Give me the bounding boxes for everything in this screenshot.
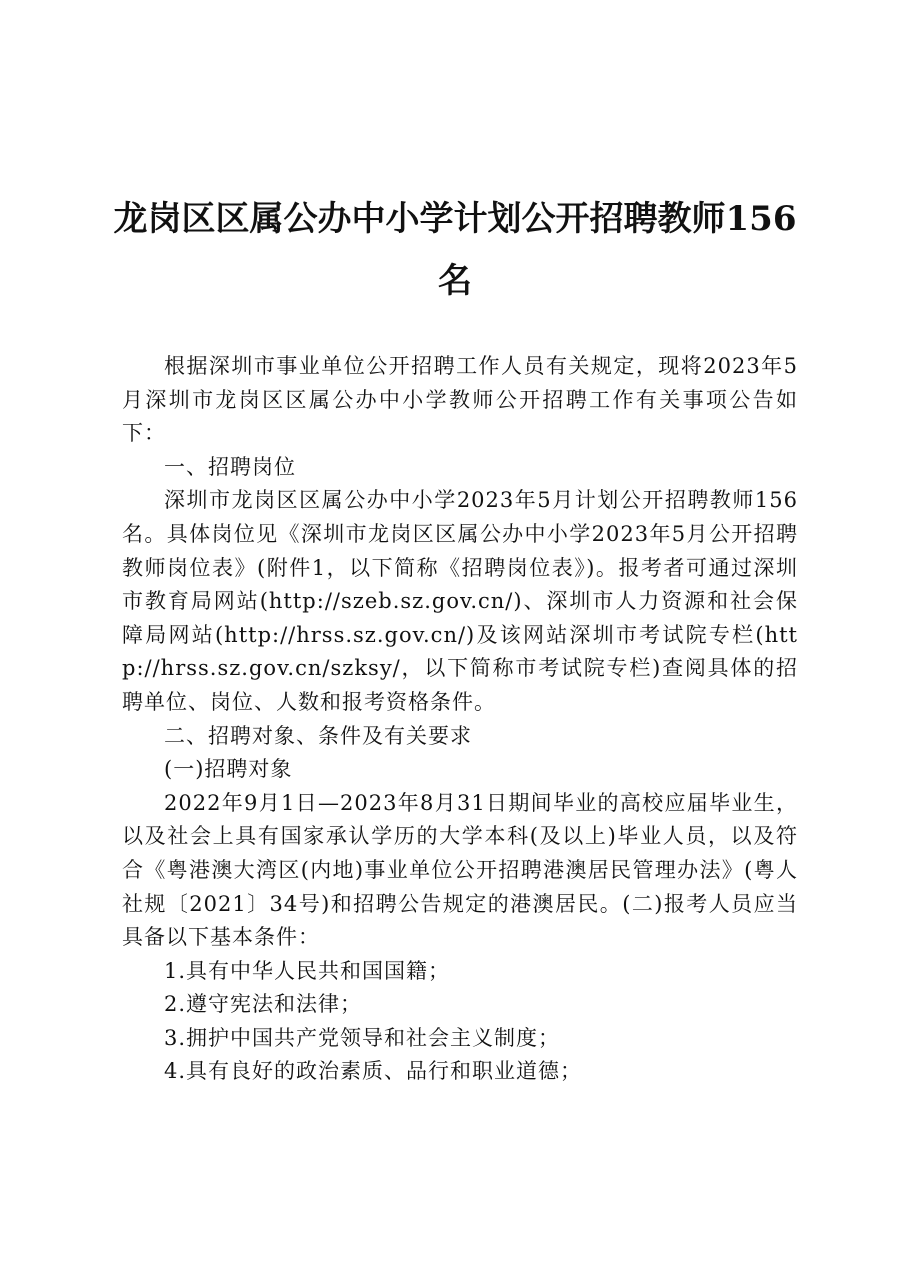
condition-item: 2.遵守宪法和法律； xyxy=(164,992,363,1017)
condition-item: 4.具有良好的政治素质、品行和职业道德； xyxy=(164,1059,583,1084)
document-body xyxy=(122,350,798,1089)
condition-item: 3.拥护中国共产党领导和社会主义制度； xyxy=(164,1025,561,1050)
paragraph-intro: 根据深圳市事业单位公开招聘工作人员有关规定，现将2023年5月深圳市龙岗区区属公办中小学教师公开招聘工作有关事项公告如下： xyxy=(122,354,798,446)
paragraph-positions: 深圳市龙岗区区属公办中小学2023年5月计划公开招聘教师156名。具体岗位见《深圳市龙岗区区属公办中小学2023年5月公开招聘教师岗位表》(附件1，以下简称《招聘岗位表》)。报考者可通过深圳市教育局网站(http://szeb.sz.gov.cn/)、深圳市人力资源和社会保障局网站(http://hrss.sz.gov.cn/)及该网站深圳市考试院专栏(http://hrss.sz.gov.cn/szksy/，以下简称市考试院专栏)查阅具体的招聘单位、岗位、人数和报考资格条件。 xyxy=(122,488,798,714)
heading-recruitment-targets: 二、招聘对象、条件及有关要求 xyxy=(164,723,472,748)
condition-item: 1.具有中华人民共和国国籍； xyxy=(164,958,451,983)
document-title: 龙岗区区属公办中小学计划公开招聘教师156名 xyxy=(113,199,797,301)
heading-recruitment-positions: 一、招聘岗位 xyxy=(164,454,296,479)
paragraph-targets: 2022年9月1日—2023年8月31日期间毕业的高校应届毕业生，以及社会上具有国家承认学历的大学本科(及以上)毕业人员，以及符合《粤港澳大湾区(内地)事业单位公开招聘港澳居民管理办法》(粤人社规〔2021〕34号)和招聘公告规定的港澳居民。(二)报考人员应当具备以下基本条件： xyxy=(122,790,798,950)
subheading-targets: (一)招聘对象 xyxy=(164,757,293,782)
